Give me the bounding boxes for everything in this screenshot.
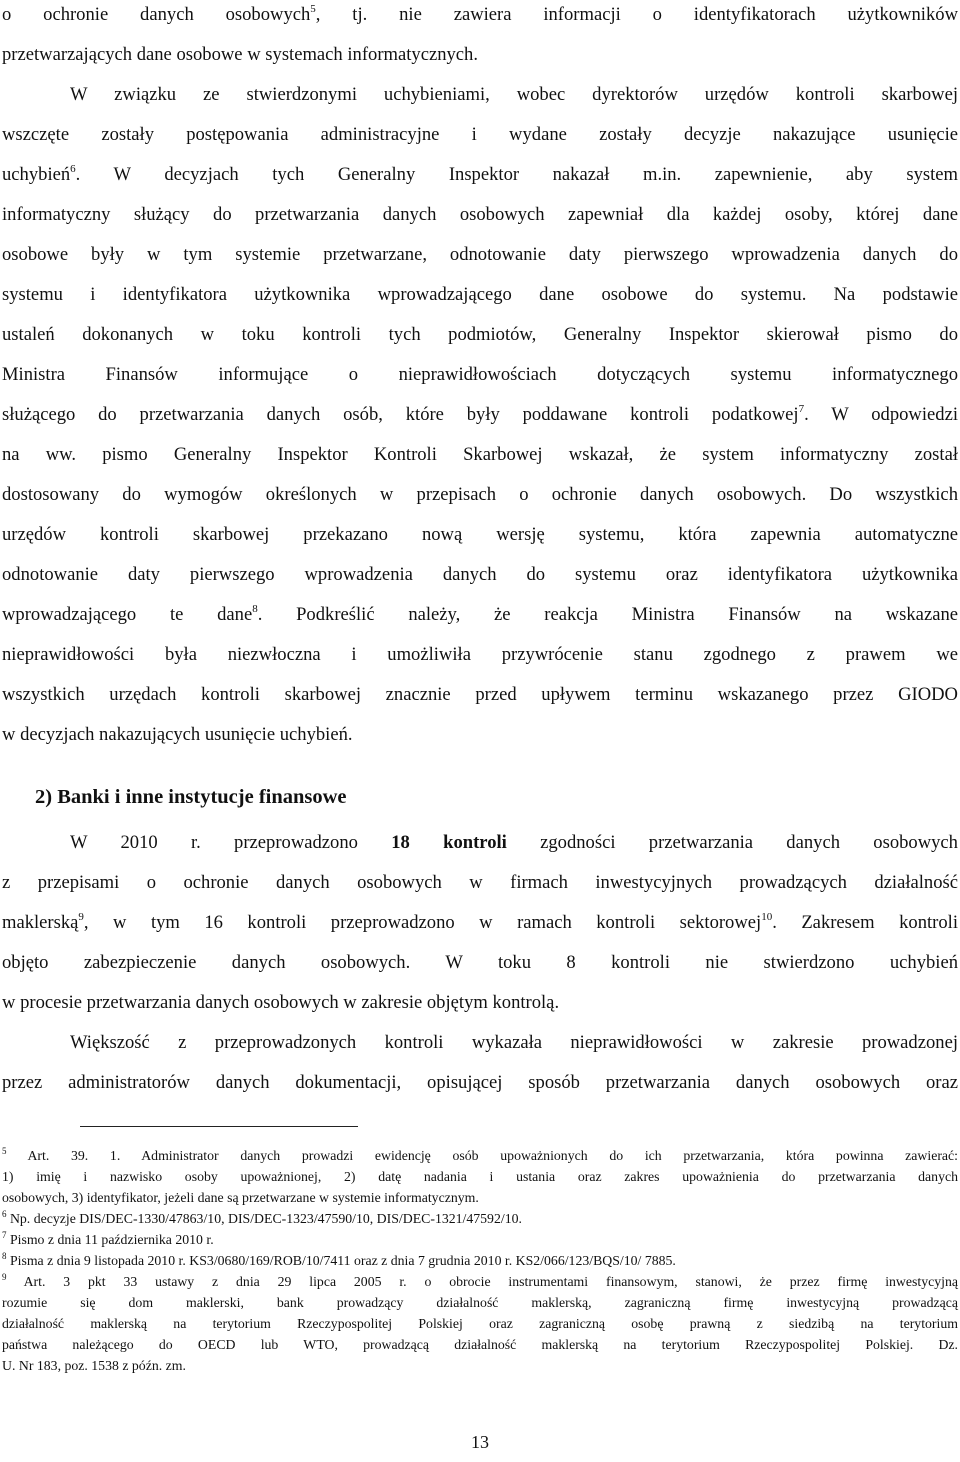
- body-line-14: urzędów kontroli skarbowej przekazano nową wersję systemu, która zapewnia automatyczne: [2, 524, 958, 545]
- body-line-15: odnotowanie daty pierwszego wprowadzenia danych do systemu oraz identyfikatora użytkownika: [2, 564, 958, 585]
- section-heading: 2) Banki i inne instytucje finansowe: [35, 786, 347, 808]
- body-line-18: wszystkich urzędach kontroli skarbowej znacznie przed upływem terminu wskazanego przez GIODO: [2, 684, 958, 705]
- footnote-ref-9: 9: [78, 911, 84, 923]
- footnote-ref-10: 10: [761, 911, 773, 923]
- footnote-separator: [80, 1126, 358, 1127]
- section-line-5: w procesie przetwarzania danych osobowych w zakresie objętym kontrolą.: [2, 992, 560, 1013]
- footnote-ref-8: 8: [252, 603, 258, 615]
- body-line-1: o ochronie danych osobowych$^5$, tj. nie zawiera informacji o identyfikatorach użytkowników: [2, 3, 958, 25]
- body-line-17: nieprawidłowości była niezwłoczna i umożliwiła przywrócenie stanu zgodnego z prawem we: [2, 644, 958, 665]
- section-line-2: z przepisami o ochronie danych osobowych w firmach inwestycyjnych prowadzących działalność: [2, 872, 958, 893]
- section-line-6: Większość z przeprowadzonych kontroli wykazała nieprawidłowości w zakresie prowadzonej: [70, 1032, 958, 1053]
- section-line-7: przez administratorów danych dokumentacji, opisującej sposób przetwarzania danych osobowych oraz: [2, 1072, 958, 1093]
- body-line-5: uchybień$^6$. W decyzjach tych Generalny Inspektor nakazał m.in. zapewnienie, aby system: [2, 163, 958, 185]
- body-line-16: wprowadzającego te dane$^8$. Podkreślić należy, że reakcja Ministra Finansów na wskazane: [2, 603, 958, 625]
- footnote-ref-5: 5: [310, 3, 316, 15]
- section-line-1: W 2010 r. przeprowadzono 18 kontroli zgodności przetwarzania danych osobowych: [70, 832, 958, 853]
- footnote-5-line-2: 1) imię i nazwisko osoby upoważnionej, 2) datę nadania i ustania oraz zakres upoważnienia do przetwarzania danych: [2, 1169, 958, 1184]
- footnote-9-line-5: U. Nr 183, poz. 1538 z późn. zm.: [2, 1358, 186, 1373]
- footnote-6: $^6$ Np. decyzje DIS/DEC-1330/47863/10, DIS/DEC-1323/47590/10, DIS/DEC-1321/47592/10.: [2, 1209, 522, 1226]
- body-line-7: osobowe były w tym systemie przetwarzane, odnotowanie daty pierwszego wprowadzenia danych do: [2, 244, 958, 265]
- footnote-8: $^8$ Pisma z dnia 9 listopada 2010 r. KS3/0680/169/ROB/10/7411 oraz z dnia 7 grudnia 2010 r. KS2/066/123/BQS/10/ 7885.: [2, 1251, 676, 1268]
- body-line-3: W związku ze stwierdzonymi uchybieniami, wobec dyrektorów urzędów kontroli skarbowej: [70, 84, 958, 105]
- section-line-4: objęto zabezpieczenie danych osobowych. W toku 8 kontroli nie stwierdzono uchybień: [2, 952, 958, 973]
- footnote-9-line-4: państwa należącego do OECD lub WTO, prowadzącą działalność maklerską na terytorium Rzeczypospolitej Polskiej. Dz.: [2, 1337, 958, 1352]
- body-line-6: informatyczny służący do przetwarzania danych osobowych zapewniał dla każdej osoby, której dane: [2, 204, 958, 225]
- footnote-ref-7: 7: [798, 403, 805, 415]
- section-line-3: maklerską$^9$, w tym 16 kontroli przeprowadzono w ramach kontroli sektorowej$^{10}$. Zakresem kontroli: [2, 911, 958, 933]
- footnote-ref-6: 6: [70, 163, 76, 175]
- footnote-9-line-3: działalność maklerską na terytorium Rzeczypospolitej Polskiej oraz zagraniczną osobę prawną z siedzibą na terytorium: [2, 1316, 958, 1331]
- body-line-8: systemu i identyfikatora użytkownika wprowadzającego dane osobowe do systemu. Na podstawie: [2, 284, 958, 305]
- body-line-19: w decyzjach nakazujących usunięcie uchybień.: [2, 724, 353, 745]
- body-line-13: dostosowany do wymogów określonych w przepisach o ochronie danych osobowych. Do wszystkich: [2, 484, 958, 505]
- footnote-5-line-3: osobowych, 3) identyfikator, jeżeli dane są przetwarzane w systemie informatycznym.: [2, 1190, 479, 1205]
- body-line-4: wszczęte zostały postępowania administracyjne i wydane zostały decyzje nakazujące usunięcie: [2, 124, 958, 145]
- footnote-9-line-2: rozumie się dom maklerski, bank prowadzący działalność maklerską, zagraniczną firmę inwestycyjną prowadzącą: [2, 1295, 958, 1310]
- body-line-11: służącego do przetwarzania danych osób, które były poddawane kontroli podatkowej$^7$. W odpowiedzi: [2, 403, 958, 425]
- body-line-12: na ww. pismo Generalny Inspektor Kontroli Skarbowej wskazał, że system informatyczny został: [2, 444, 958, 465]
- footnote-5-line-1: $^5$ Art. 39. 1. Administrator danych prowadzi ewidencję osób upoważnionych do ich przetwarzania, która powinna zawierać:: [2, 1146, 958, 1163]
- body-line-10: Ministra Finansów informujące o nieprawidłowościach dotyczących systemu informatycznego: [2, 364, 958, 385]
- bold-count: 18 kontroli: [391, 832, 507, 853]
- page-number: 13: [471, 1432, 489, 1452]
- footnote-9-line-1: $^9$ Art. 3 pkt 33 ustawy z dnia 29 lipca 2005 r. o obrocie instrumentami finansowym, stanowi, że przez firmę inwestycyjną: [2, 1272, 958, 1289]
- body-line-9: ustaleń dokonanych w toku kontroli tych podmiotów, Generalny Inspektor skierował pismo do: [2, 324, 958, 345]
- footnote-7: $^7$ Pismo z dnia 11 października 2010 r.: [2, 1230, 214, 1247]
- body-line-2: przetwarzających dane osobowe w systemach informatycznych.: [2, 44, 479, 65]
